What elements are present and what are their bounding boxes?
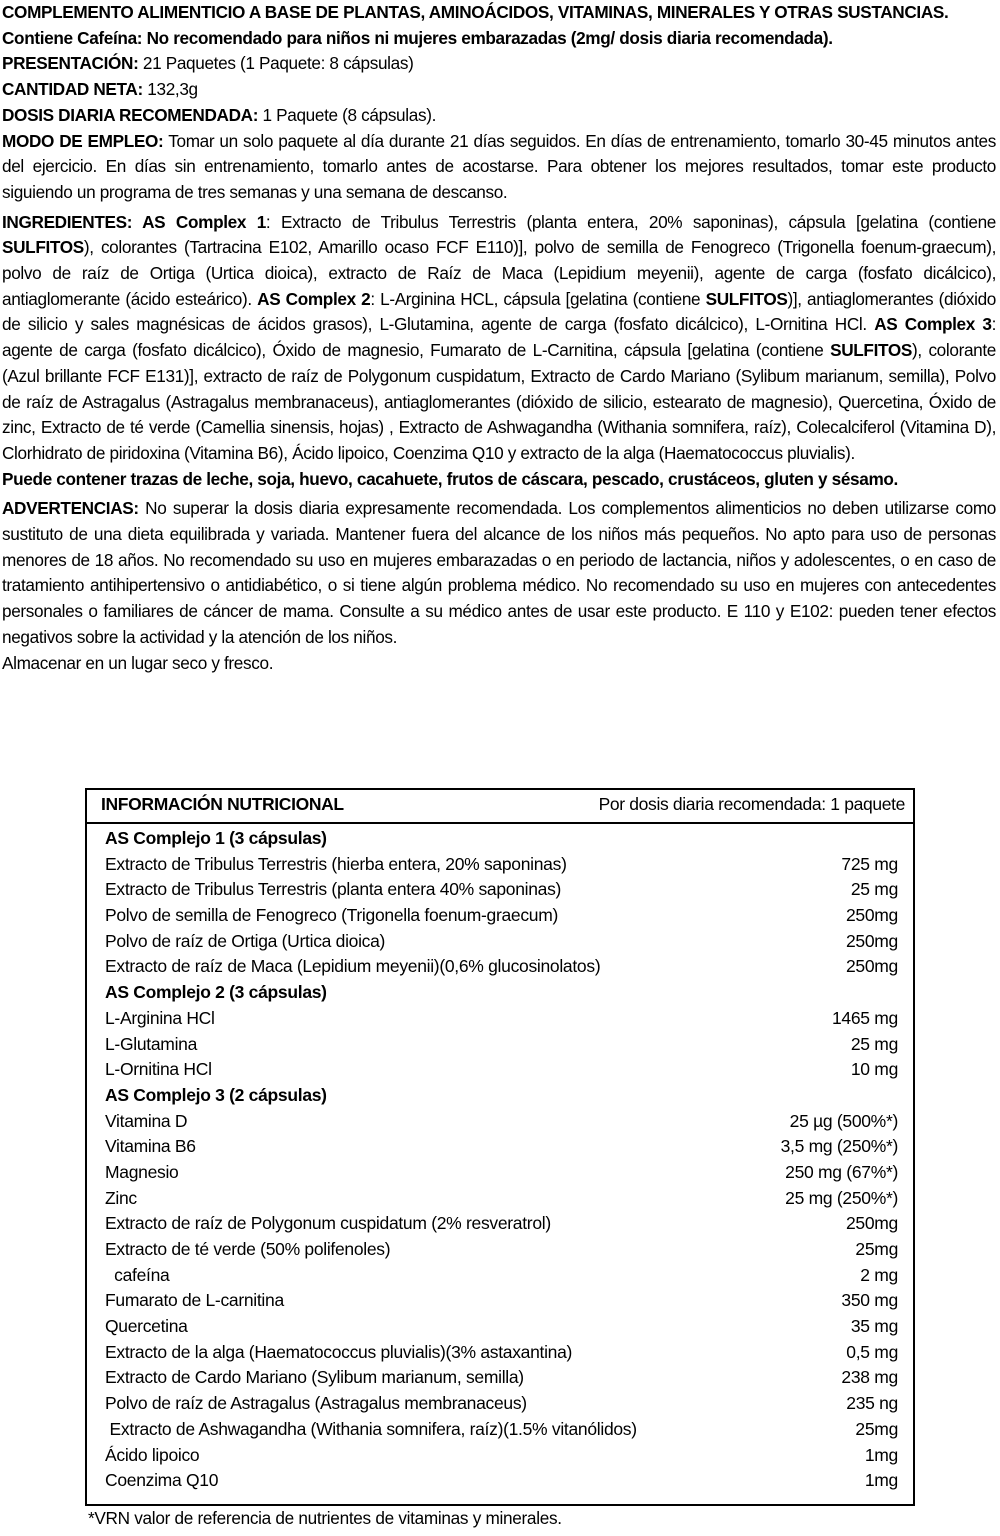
cantidad-value: 132,3g: [142, 79, 198, 100]
table-section-heading: [87, 980, 913, 1006]
row-value: 1mg: [864, 1470, 898, 1491]
row-name: Quercetina: [105, 1316, 188, 1337]
row-value: 25 mg: [850, 879, 898, 900]
complex-1-label: AS Complex 1: [132, 211, 266, 232]
row-value: 238 mg: [841, 1367, 898, 1388]
table-row: [87, 1468, 913, 1494]
row-name: Vitamina D: [105, 1110, 188, 1131]
trazas: Puede contener trazas de leche, soja, huevo, cacahuete, frutos de cáscara, pescado, crustáceos, gluten y sésamo.: [2, 468, 898, 489]
row-name: Vitamina B6: [105, 1136, 196, 1157]
row-name: Polvo de raíz de Astragalus (Astragalus membranaceus): [105, 1393, 527, 1414]
table-row: [87, 1365, 913, 1391]
table-row: [87, 903, 913, 929]
table-row: [87, 1006, 913, 1032]
complex-1-text-b: ), colorantes (Tartracina E102, Amarillo ocaso FCF E110)], polvo de semilla de Fenogreco (Trigonella foenum-graecum), polvo de raíz de Ortiga (Urtica dioica), extracto de Raíz de Maca (Lepidium meyenii), agente de carga (fosfato dicálcico), antiaglomerante (ácido esteárico).: [2, 237, 996, 309]
row-name: Extracto de Ashwagandha (Withania somnifera, raíz)(1.5% vitanólidos): [105, 1418, 637, 1439]
table-row: [87, 1109, 913, 1135]
row-name: L-Glutamina: [105, 1033, 198, 1054]
row-name: cafeína: [105, 1264, 170, 1285]
complex-1-text-a: : Extracto de Tribulus Terrestris (planta entera, 20% saponinas), cápsula [gelatina (contiene: [265, 211, 996, 232]
dosis-label: DOSIS DIARIA RECOMENDADA:: [2, 104, 259, 125]
row-value: 1465 mg: [831, 1007, 898, 1028]
table-row: [87, 1288, 913, 1314]
modo-label: MODO DE EMPLEO:: [2, 130, 164, 151]
row-name: AS Complejo 3 (2 cápsulas): [105, 1084, 327, 1105]
row-value: 10 mg: [850, 1059, 898, 1080]
table-row: [87, 929, 913, 955]
table-row: [87, 1032, 913, 1058]
row-name: Ácido lipoico: [105, 1444, 200, 1465]
dosis-diaria: [2, 103, 996, 129]
nutrition-table-header: [87, 790, 913, 824]
table-row: [87, 954, 913, 980]
advertencias: [2, 496, 996, 650]
product-label: [2, 0, 996, 676]
row-value: 25 mg: [850, 1033, 898, 1054]
presentacion: [2, 51, 996, 77]
table-row: [87, 1160, 913, 1186]
row-value: 1mg: [864, 1444, 898, 1465]
table-row: [87, 1237, 913, 1263]
presentacion-value: 21 Paquetes (1 Paquete: 8 cápsulas): [138, 53, 414, 74]
dosis-value: 1 Paquete (8 cápsulas).: [258, 104, 436, 125]
table-row: [87, 1417, 913, 1443]
table-row: [87, 1314, 913, 1340]
table-row: [87, 1134, 913, 1160]
complex-2-text-b: )], antiaglomerantes (dióxido de silicio y sales magnésicas de ácidos grasos), L-Glutamina, agente de carga (fosfato dicálcico), L-Ornitina HCl.: [2, 288, 997, 335]
sulfitos-3: SULFITOS: [830, 340, 912, 361]
advertencias-label: ADVERTENCIAS:: [2, 498, 139, 519]
row-value: 725 mg: [841, 853, 898, 874]
row-value: 25 µg (500%*): [789, 1110, 898, 1131]
header-line-1: COMPLEMENTO ALIMENTICIO A BASE DE PLANTAS, AMINOÁCIDOS, VITAMINAS, MINERALES Y OTRAS SUSTANCIAS.: [2, 2, 949, 22]
row-value: 0,5 mg: [846, 1341, 898, 1362]
table-row: [87, 852, 913, 878]
row-value: 25mg: [855, 1239, 898, 1259]
row-value: 25mg: [855, 1418, 898, 1439]
almacenar: Almacenar en un lugar seco y fresco.: [2, 652, 274, 673]
nutrition-table-body: [87, 826, 913, 1494]
row-name: Coenzima Q10: [105, 1470, 219, 1491]
row-name: L-Arginina HCl: [105, 1007, 215, 1028]
row-name: Polvo de semilla de Fenogreco (Trigonella foenum-graecum): [105, 905, 559, 926]
row-name: Extracto de té verde (50% polifenoles): [105, 1239, 391, 1259]
table-section-heading: [87, 1083, 913, 1109]
row-name: Extracto de Tribulus Terrestris (hierba entera, 20% saponinas): [105, 853, 567, 874]
nutrition-title: INFORMACIÓN NUTRICIONAL: [101, 794, 344, 814]
row-name: Extracto de la alga (Haematococcus pluvialis)(3% astaxantina): [105, 1341, 573, 1362]
footnote: *VRN valor de referencia de nutrientes de vitaminas y minerales.: [88, 1508, 562, 1528]
presentacion-label: PRESENTACIÓN:: [2, 53, 139, 74]
row-name: Fumarato de L-carnitina: [105, 1290, 284, 1311]
row-name: Polvo de raíz de Ortiga (Urtica dioica): [105, 930, 386, 951]
table-row: [87, 877, 913, 903]
row-name: Magnesio: [105, 1161, 179, 1182]
complex-2-label: AS Complex 2: [257, 288, 371, 309]
complex-3-label: AS Complex 3: [874, 314, 992, 335]
sulfitos-1: SULFITOS: [2, 237, 84, 258]
row-name: AS Complejo 1 (3 cápsulas): [105, 828, 327, 848]
row-value: 250 mg (67%*): [785, 1161, 898, 1182]
cantidad-neta: [2, 77, 996, 103]
complex-3-text-b: ), colorante (Azul brillante FCF E131)], extracto de raíz de Polygonum cuspidatum, Extracto de Cardo Mariano (Sylibum marianum, semilla), Polvo de raíz de Astragalus (Astragalus membranaceus), antiaglomerantes (dióxido de silicio, estearato de magnesio), Quercetina, Óxido de zinc, Extracto de té verde (Camellia sinensis, hojas) , Extracto de Ashwagandha (Withania somnifera, raíz), Colecalciferol (Vitamina D), Clorhidrato de piridoxina (Vitamina B6), Ácido lipoico, Coenzima Q10 y extracto de la alga (Haematococcus pluvialis).: [2, 340, 996, 463]
nutrition-table: [85, 788, 915, 1506]
row-name: Zinc: [105, 1187, 137, 1208]
row-value: 235 ng: [846, 1393, 898, 1414]
advertencias-value: No superar la dosis diaria expresamente recomendada. Los complementos alimenticios no deben utilizarse como sustituto de una dieta equilibrada y variada. Mantener fuera del alcance de los niños más pequeños. No apto para uso de personas menores de 18 años. No recomendado su uso en mujeres embarazadas o en periodo de lactancia, niños y adolescentes, o en caso de tratamiento antihipertensivo o antidiabético, o si tiene algún problema médico. No recomendado su uso en mujeres con antecedentes personales o familiares de cáncer de mama. Consulte a su médico antes de usar este producto. E 110 y E102: pueden tener efectos negativos sobre la actividad y la atención de los niños.: [2, 498, 996, 647]
row-name: Extracto de raíz de Maca (Lepidium meyenii)(0,6% glucosinolatos): [105, 956, 601, 977]
complex-2-text-a: : L-Arginina HCL, cápsula [gelatina (contiene: [370, 288, 706, 309]
table-row: [87, 1340, 913, 1366]
row-name: Extracto de Tribulus Terrestris (planta entera 40% saponinas): [105, 879, 562, 900]
table-row: [87, 1186, 913, 1212]
cantidad-label: CANTIDAD NETA:: [2, 79, 143, 100]
row-name: AS Complejo 2 (3 cápsulas): [105, 982, 327, 1003]
row-value: 250mg: [845, 905, 898, 926]
row-value: 35 mg: [850, 1316, 898, 1337]
table-row: [87, 1211, 913, 1237]
complex-3-text-a: : agente de carga (fosfato dicálcico), Óxido de magnesio, Fumarato de L-Carnitina, cápsula [gelatina (contiene: [2, 314, 996, 361]
table-row: [87, 1057, 913, 1083]
sulfitos-2: SULFITOS: [705, 288, 788, 309]
row-value: 3,5 mg (250%*): [780, 1136, 898, 1157]
row-name: L-Ornitina HCl: [105, 1059, 212, 1080]
ingredientes-label: INGREDIENTES:: [2, 211, 133, 232]
ingredientes: [2, 210, 996, 467]
modo-de-empleo: [2, 129, 996, 206]
row-value: 2 mg: [860, 1264, 898, 1285]
table-row: [87, 1391, 913, 1417]
header-line-2: Contiene Cafeína: No recomendado para niños ni mujeres embarazadas (2mg/ dosis diaria recomendada).: [2, 27, 833, 48]
row-value: 250mg: [845, 1213, 898, 1234]
row-value: 250mg: [845, 956, 898, 977]
table-row: [87, 1443, 913, 1469]
table-row: [87, 1263, 913, 1289]
row-name: Extracto de raíz de Polygonum cuspidatum (2% resveratrol): [105, 1213, 551, 1234]
per-dose-label: Por dosis diaria recomendada: 1 paquete: [598, 794, 905, 814]
row-value: 250mg: [845, 930, 898, 951]
row-name: Extracto de Cardo Mariano (Sylibum marianum, semilla): [105, 1367, 524, 1388]
row-value: 25 mg (250%*): [785, 1187, 898, 1208]
row-value: 350 mg: [841, 1290, 898, 1311]
modo-value: Tomar un solo paquete al día durante 21 días seguidos. En días de entrenamiento, tomarlo 30-45 minutos antes del ejercicio. En días sin entrenamiento, tomarlo antes de acostarse. Para obtener los mejores resultados, tomar este producto siguiendo un programa de tres semanas y una semana de descanso.: [2, 130, 997, 202]
table-section-heading: [87, 826, 913, 852]
